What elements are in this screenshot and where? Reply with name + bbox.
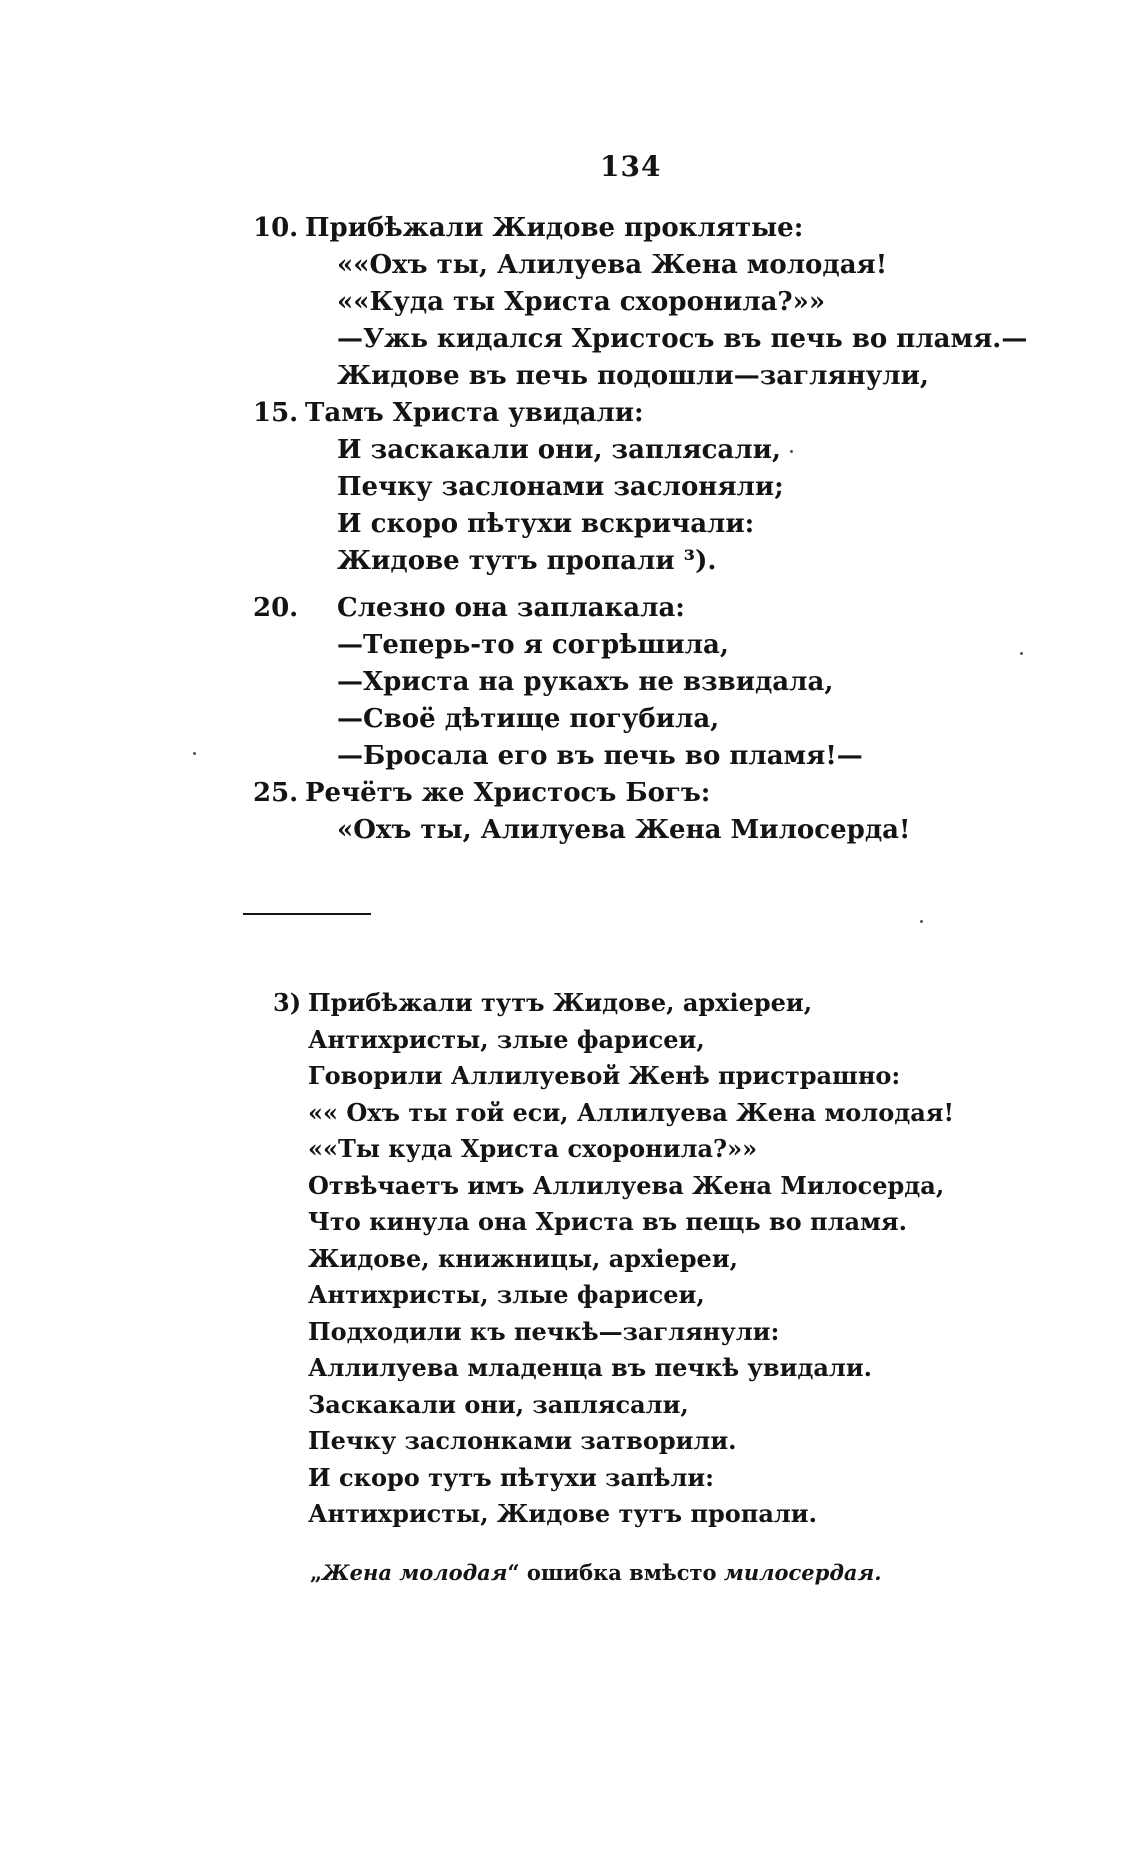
footnote-line — [273, 1241, 954, 1278]
paper-speck — [920, 920, 923, 923]
footnote-text: И скоро тутъ пѣтухи запѣли: — [308, 1462, 715, 1492]
verse-text: И скоро пѣтухи вскричали: — [337, 509, 755, 539]
footnote-text: Печку заслонками затворили. — [308, 1426, 737, 1455]
note-middle: ошибка вмѣсто — [519, 1560, 724, 1585]
verse-text: ««Куда ты Христа схоронила?»» — [337, 287, 826, 317]
verse-line — [255, 247, 1027, 284]
verse-line — [255, 664, 1027, 701]
page-number: 134 — [600, 150, 662, 183]
footnote-line — [273, 1277, 954, 1314]
footnote-text: Антихристы, злые фарисеи, — [308, 1280, 705, 1309]
note-open-quote: „ — [310, 1560, 323, 1585]
verse-text: Речётъ же Христосъ Богъ: — [305, 778, 711, 808]
verse-line — [255, 210, 1027, 247]
verse-text: Жидове тутъ пропали ³). — [337, 546, 717, 576]
footnote-line — [273, 1314, 954, 1351]
verse-line — [255, 543, 1027, 580]
footnote-text: «« Охъ ты гой еси, Аллилуева Жена молодая! — [308, 1097, 955, 1127]
footnote-text: Подходили къ печкѣ—заглянули: — [308, 1316, 780, 1346]
footnote-line — [273, 1204, 954, 1241]
paper-speck — [193, 752, 196, 755]
verse-line — [255, 506, 1027, 543]
verse-text: —Ужь кидался Христосъ въ печь во пламя.— — [337, 324, 1028, 354]
footnote-line — [273, 1387, 954, 1424]
verse-line — [255, 738, 1027, 775]
verse-text: —Бросала его въ печь во пламя!— — [337, 741, 863, 771]
footnote-text: Жидове, книжницы, архіереи, — [308, 1243, 738, 1273]
footnote-line — [273, 1131, 954, 1168]
footnote-text: Антихристы, Жидове тутъ пропали. — [308, 1499, 817, 1528]
line-number: 15. — [253, 398, 299, 428]
verse-text: Слезно она заплакала: — [337, 593, 685, 623]
verse-line — [255, 358, 1027, 395]
verse-line — [255, 395, 1027, 432]
line-number: 20. — [253, 593, 299, 623]
line-number: 25. — [253, 778, 299, 808]
verse-line — [255, 775, 1027, 812]
footnote-text: Отвѣчаетъ имъ Аллилуева Жена Милосерда, — [308, 1170, 945, 1200]
paper-speck — [790, 450, 793, 453]
verse-text: Прибѣжали Жидове проклятые: — [305, 213, 804, 243]
note-term: Жена молодая — [322, 1560, 508, 1585]
footnote-text: Антихристы, злые фарисеи, — [308, 1024, 705, 1054]
paper-speck — [1020, 652, 1023, 655]
verse-block — [255, 210, 1027, 849]
footnote-text: Что кинула она Христа въ пещь во пламя. — [308, 1207, 908, 1236]
verse-text: —Христа на рукахъ не взвидала, — [337, 667, 834, 697]
editorial-note — [310, 1560, 882, 1585]
verse-text: —Теперь-то я согрѣшила, — [337, 630, 729, 660]
verse-line — [255, 284, 1027, 321]
note-correction: милосердая. — [723, 1560, 882, 1585]
verse-text: И заскакали они, заплясали, — [337, 435, 781, 465]
footnote-text: Аллилуева младенца въ печкѣ увидали. — [308, 1353, 872, 1382]
footnote-line — [273, 1168, 954, 1205]
note-close-quote: “ — [507, 1560, 520, 1585]
verse-text: «Охъ ты, Алилуева Жена Милосерда! — [337, 815, 911, 845]
footnote-line — [273, 1095, 954, 1132]
verse-text: Тамъ Христа увидали: — [305, 398, 644, 428]
footnote-text: Прибѣжали тутъ Жидове, архіереи, — [308, 988, 813, 1017]
verse-line — [255, 627, 1027, 664]
verse-line — [255, 812, 1027, 849]
verse-text: Печку заслонами заслоняли; — [337, 472, 784, 502]
footnote-line — [273, 1423, 954, 1460]
footnote-line — [273, 1022, 954, 1059]
footnote-text: Заскакали они, заплясали, — [308, 1389, 689, 1419]
footnote-line — [273, 985, 954, 1022]
verse-line — [255, 432, 1027, 469]
footnote-separator — [243, 913, 371, 915]
verse-line — [255, 590, 1027, 627]
line-number: 10. — [253, 213, 299, 243]
verse-text: ««Охъ ты, Алилуева Жена молодая! — [337, 250, 888, 280]
footnote-line — [273, 1058, 954, 1095]
verse-line — [255, 469, 1027, 506]
footnote-marker: 3) — [273, 988, 302, 1017]
verse-text: —Своё дѣтище погубила, — [337, 704, 720, 734]
verse-line — [255, 701, 1027, 738]
footnote-line — [273, 1350, 954, 1387]
footnote-text: Говорили Аллилуевой Женѣ пристрашно: — [308, 1061, 901, 1090]
footnote-block — [273, 985, 954, 1533]
footnote-line — [273, 1496, 954, 1533]
footnote-line — [273, 1460, 954, 1497]
footnote-text: ««Ты куда Христа схоронила?»» — [308, 1134, 758, 1163]
verse-line — [255, 321, 1027, 358]
verse-text: Жидове въ печь подошли—заглянули, — [337, 361, 929, 391]
